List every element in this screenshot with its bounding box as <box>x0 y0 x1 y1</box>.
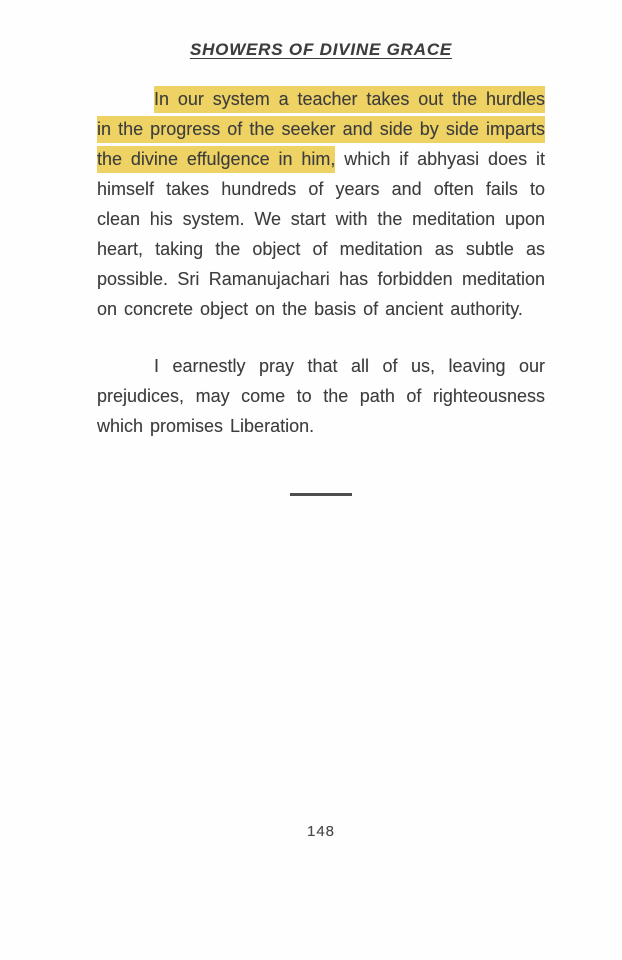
paragraph-1 <box>97 84 545 324</box>
section-divider <box>290 493 352 496</box>
page-number: 148 <box>306 823 336 840</box>
page-content <box>97 40 545 496</box>
page-title: SHOWERS OF DIVINE GRACE <box>189 40 453 59</box>
paragraph-1-rest: which if abhyasi does it himself takes hundreds of years and often fails to clean his system. We start with the meditation upon heart, taking the object of meditation as subtle as possible. Sri Ramanujachari has forbidden meditation on concrete object on the basis of ancient authority. <box>97 149 545 319</box>
paragraph-2: I earnestly pray that all of us, leaving our prejudices, may come to the path of righteousness which promises Liberation. <box>97 356 545 436</box>
highlighted-text: In our system a teacher takes out the hurdles in the progress of the seeker and side by side imparts the divine effulgence in him, <box>97 86 545 173</box>
